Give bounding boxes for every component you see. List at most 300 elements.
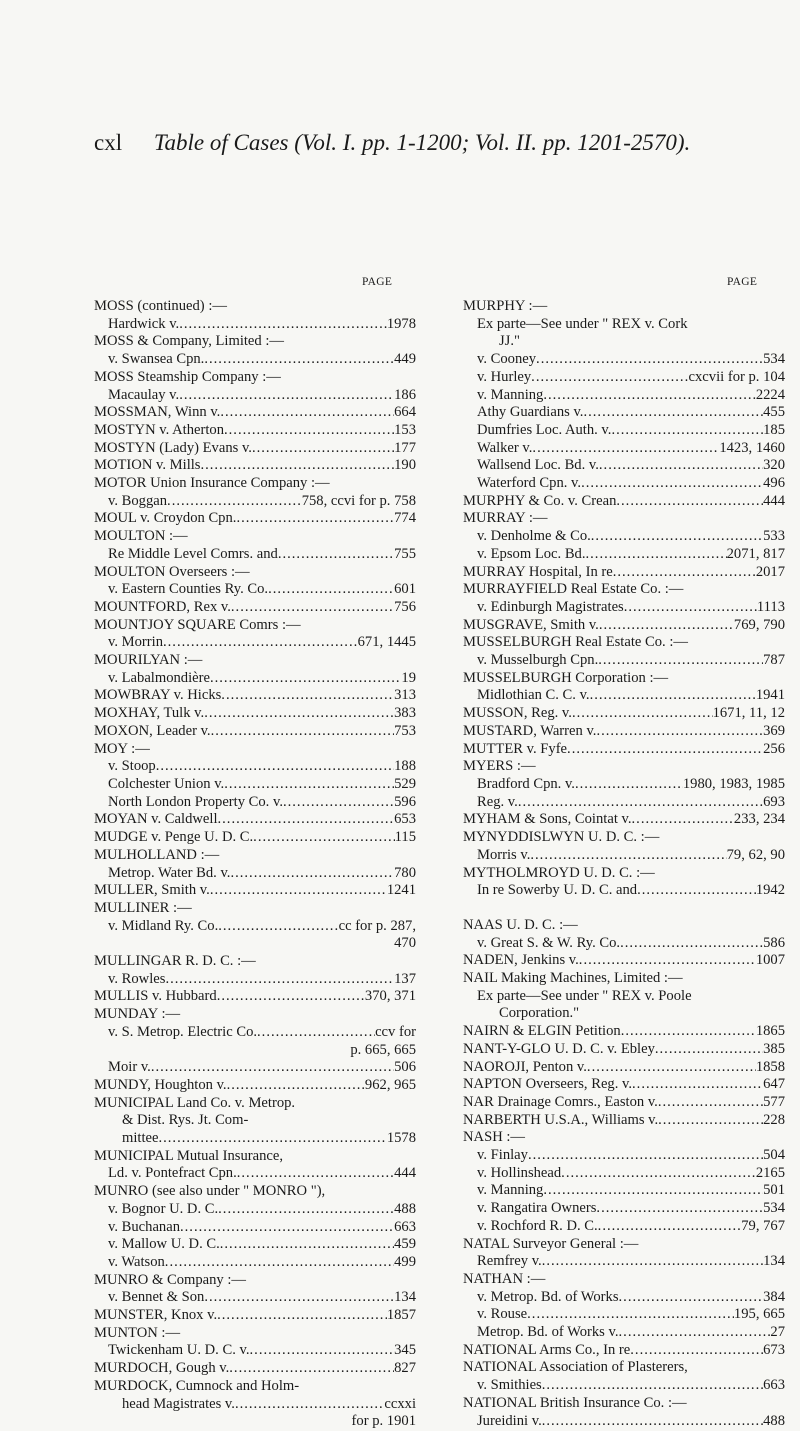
dot-leader [587,1059,756,1077]
page-reference: 134 [763,1253,785,1270]
page-reference: 384 [763,1288,785,1305]
dot-leader [619,1324,771,1342]
page-reference: 653 [394,811,416,828]
index-entry [463,1324,785,1342]
dot-leader [572,705,713,723]
case-name: MOTION v. Mills [94,457,201,474]
page-header [94,130,794,156]
case-name: v. Boggan [108,492,168,509]
page-reference: 1941 [755,687,785,704]
page-reference: 499 [394,1253,416,1270]
index-heading: MUNRO & Company :— [94,1271,247,1288]
index-entry [94,988,416,1006]
case-name: v. Great S. & W. Ry. Co. [477,934,621,951]
index-heading: MYERS :— [463,758,536,775]
index-entry [94,404,416,422]
index-entry [94,387,416,405]
page-reference: 1865 [755,1023,785,1040]
dot-leader [527,1306,734,1324]
index-heading: MOSS (continued) :— [94,298,227,314]
page-reference: 1241 [386,882,416,899]
dot-leader [217,1307,387,1325]
page-reference: 2017 [755,563,785,580]
case-name: Re Middle Level Comrs. and [108,545,278,562]
index-entry [463,952,785,970]
index-entry [463,457,785,475]
index-entry [94,971,416,989]
case-name: MOUNTFORD, Rex v. [94,598,231,615]
index-entry [463,1253,785,1271]
case-name: MUNDY, Houghton v. [94,1076,227,1093]
index-heading: JJ." [499,333,520,350]
dot-leader [224,422,394,440]
case-name: MOXON, Leader v. [94,722,211,739]
page-reference: 1671, 11, 12 [712,705,785,722]
page-reference: 1113 [756,598,785,615]
dot-leader [531,369,688,387]
case-name: MOSSMAN, Winn v. [94,404,221,421]
case-name: MOSTYN (Lady) Evans v. [94,439,252,456]
case-name: v. Rochford R. D. C. [477,1217,598,1234]
dot-leader [158,1130,386,1148]
case-name: head Magistrates v. [122,1395,235,1412]
page-reference: 577 [763,1093,785,1110]
page-reference: 177 [394,439,416,456]
index-entry [94,1219,416,1237]
page-reference: 787 [763,652,785,669]
index-entry [94,581,416,599]
page-column-label: PAGE [362,276,393,288]
case-name: v. Bennet & Son [108,1289,205,1306]
index-heading: Ex parte—See under " REX v. Cork [477,315,688,332]
case-name: v. S. Metrop. Electric Co. [108,1023,258,1040]
case-name: MUSGRAVE, Smith v. [463,616,599,633]
case-name: MOSTYN v. Atherton [94,421,224,438]
index-heading: MUSSELBURGH Corporation :— [463,669,669,686]
page-reference: 755 [394,545,416,562]
index-entry [463,723,785,741]
page-reference: 186 [394,386,416,403]
index-entry [463,882,785,900]
dot-leader [257,1024,375,1042]
page-reference: cc for p. 287, [338,917,416,934]
page-reference: 769, 790 [733,616,785,633]
case-name: v. Epsom Loc. Bd. [477,545,586,562]
dot-leader [581,475,763,493]
page-reference: 488 [394,1200,416,1217]
page-reference: 533 [763,528,785,545]
dot-leader [231,599,394,617]
index-heading: MURPHY :— [463,298,548,314]
index-entry [94,1059,416,1077]
case-name: NAPTON Overseers, Reg. v. [463,1076,633,1093]
page-reference: 190 [394,457,416,474]
dot-leader [518,794,763,812]
index-entry [463,1147,785,1165]
page-title: Table of Cases (Vol. I. pp. 1-1200; Vol. II. pp. 1201-2570). [153,130,691,155]
index-entry [463,1342,785,1360]
index-entry [94,1165,416,1183]
page-reference: 449 [394,351,416,368]
index-entry [94,1396,416,1414]
case-name: Remfrey v. [477,1253,542,1270]
case-name: v. Swansea Cpn. [108,351,205,368]
case-name: MOYAN v. Caldwell [94,811,218,828]
dot-leader [165,971,394,989]
case-name: v. Rouse [477,1306,528,1323]
index-heading: MUNRO (see also under " MONRO "), [94,1183,326,1200]
case-name: North London Property Co. v. [108,793,283,810]
dot-leader [278,546,394,564]
dot-leader [217,988,365,1006]
index-entry [463,741,785,759]
index-entry [94,829,416,847]
page-reference: 663 [763,1377,785,1394]
index-entry [94,510,416,528]
case-name: Dumfries Loc. Auth. v. [477,421,612,438]
case-name: v. Midland Ry. Co. [108,917,219,934]
index-entry [463,475,785,493]
case-name: In re Sowerby U. D. C. and [477,882,638,899]
page-reference: 488 [763,1412,785,1429]
index-heading: MOUNTJOY SQUARE Comrs :— [94,616,301,633]
index-entry [463,564,785,582]
dot-leader [204,705,394,723]
index-entry [463,493,785,511]
section-gap [463,900,785,917]
index-entry [94,1236,416,1254]
index-entry [463,1076,785,1094]
index-entry [94,1077,416,1095]
dot-leader [613,564,756,582]
index-entry [463,652,785,670]
index-heading: MOSS Steamship Company :— [94,368,281,385]
page-reference: 671, 1445 [357,634,416,651]
case-name: Morris v. [477,846,531,863]
case-name: v. Edinburgh Magistrates [477,598,624,615]
index-entry [94,634,416,652]
index-heading: NAIL Making Machines, Limited :— [463,970,683,987]
index-entry [94,1307,416,1325]
case-name: MOWBRAY v. Hicks [94,687,222,704]
case-name: v. Stoop [108,758,156,775]
page-reference: 780 [394,864,416,881]
case-name: Ld. v. Pontefract Cpn. [108,1165,237,1182]
page-reference: 1578 [386,1130,416,1147]
page-reference: 962, 965 [364,1076,416,1093]
index-entry [463,351,785,369]
case-name: MUDGE v. Penge U. D. C. [94,829,254,846]
index-column-right [463,298,785,1430]
index-entry [94,1024,416,1042]
page-reference: 2224 [755,386,785,403]
index-entry [463,1200,785,1218]
case-name: v. Cooney [477,351,537,368]
page-reference: 185 [763,421,785,438]
index-heading: NATAL Surveyor General :— [463,1235,639,1252]
dot-leader [283,794,394,812]
index-entry [463,404,785,422]
case-name: MURDOCH, Gough v. [94,1360,230,1377]
index-entry [463,1289,785,1307]
page-reference: 444 [763,492,785,509]
dot-leader [200,457,394,475]
dot-leader [591,528,763,546]
page-reference: 529 [394,775,416,792]
case-name: NAIRN & ELGIN Petition [463,1023,621,1040]
case-name: NATIONAL Arms Co., In re [463,1341,631,1358]
index-heading: MUNDAY :— [94,1006,181,1023]
dot-leader [268,581,394,599]
index-heading: MUNICIPAL Land Co. v. Metrop. [94,1094,296,1111]
page-reference: 693 [763,793,785,810]
page-reference-continued: p. 665, 665 [350,1041,416,1058]
dot-leader [204,351,394,369]
dot-leader [220,1236,394,1254]
index-entry [94,1289,416,1307]
index-entry [94,670,416,688]
index-entry [94,599,416,617]
index-heading: MOULTON :— [94,528,188,545]
index-entry [463,1094,785,1112]
page-reference: 601 [394,581,416,598]
dot-leader [530,847,726,865]
index-entry [463,935,785,953]
index-heading: MULHOLLAND :— [94,846,220,863]
index-entry [463,1112,785,1130]
case-name: Reg. v. [477,793,518,810]
case-name: MUTTER v. Fyfe [463,740,568,757]
dot-leader [180,1219,394,1237]
index-entry [463,387,785,405]
dot-leader [210,882,387,900]
page-reference: 534 [763,351,785,368]
dot-leader [599,457,763,475]
dot-leader [252,440,394,458]
dot-leader [590,687,756,705]
page-reference: 233, 234 [733,811,785,828]
index-heading: Corporation." [499,1005,580,1022]
dot-leader [561,1165,756,1183]
index-heading: MULLINER :— [94,899,192,916]
index-entry [463,1023,785,1041]
page-reference: 647 [763,1076,785,1093]
index-heading: NATIONAL British Insurance Co. :— [463,1394,687,1411]
dot-leader [163,634,358,652]
page-reference: 756 [394,598,416,615]
dot-leader [236,510,394,528]
index-entry [94,546,416,564]
index-entry [94,811,416,829]
page-reference: 753 [394,722,416,739]
case-name: v. Eastern Counties Ry. Co. [108,581,269,598]
index-entry [463,1059,785,1077]
page-reference: 228 [763,1111,785,1128]
dot-leader [536,351,763,369]
index-entry [463,1182,785,1200]
dot-leader [218,918,338,936]
case-name: Hardwick v. [108,315,180,332]
index-entry [463,776,785,794]
dot-leader [620,935,763,953]
index-entry [463,422,785,440]
case-name: MOXHAY, Tulk v. [94,705,205,722]
dot-leader [596,723,763,741]
dot-leader [543,1182,763,1200]
page-reference: 534 [763,1200,785,1217]
dot-leader [598,652,763,670]
case-name: v. Metrop. Bd. of Works [477,1288,619,1305]
case-name: Metrop. Water Bd. v. [108,864,231,881]
dot-leader [586,546,727,564]
page-number: cxl [94,130,123,155]
dot-leader [619,1289,764,1307]
index-entry [463,440,785,458]
index-heading: Ex parte—See under " REX v. Poole [477,987,692,1004]
page-reference: 256 [763,740,785,757]
case-name: Bradford Cpn. v. [477,775,575,792]
case-name: NARBERTH U.S.A., Williams v. [463,1111,659,1128]
page-reference: 496 [763,475,785,492]
dot-leader [579,952,756,970]
page-reference: 320 [763,457,785,474]
case-name: v. Bognor U. D. C. [108,1200,219,1217]
page-reference: 1857 [386,1307,416,1324]
page-reference: 1978 [386,315,416,332]
index-entry [94,882,416,900]
index-entry [463,687,785,705]
dot-leader [583,404,763,422]
dot-leader [598,1218,742,1236]
case-name: MYHAM & Sons, Cointat v. [463,811,632,828]
case-name: NAOROJI, Penton v. [463,1058,587,1075]
page-reference: 134 [394,1289,416,1306]
page-reference: 459 [394,1236,416,1253]
dot-leader [250,1342,395,1360]
case-name: MUSTARD, Warren v. [463,722,597,739]
case-name: Moir v. [108,1059,151,1076]
dot-leader [210,670,401,688]
case-name: v. Watson [108,1253,165,1270]
page-reference: 79, 62, 90 [726,846,785,863]
index-entry [94,440,416,458]
dot-leader [532,440,719,458]
index-heading: MULLINGAR R. D. C. :— [94,953,256,970]
case-name: Walker v. [477,439,533,456]
case-name: v. Denholme & Co. [477,528,591,545]
case-name: mittee [122,1130,159,1147]
case-name: v. Finlay [477,1147,528,1164]
case-name: v. Manning [477,1182,544,1199]
case-name: v. Smithies [477,1377,542,1394]
index-entry [463,528,785,546]
page-reference: 345 [394,1342,416,1359]
case-name: Colchester Union v. [108,775,225,792]
dot-leader [658,1094,763,1112]
page-reference: 1423, 1460 [719,439,785,456]
case-name: MUNSTER, Knox v. [94,1307,218,1324]
page-reference: 137 [394,970,416,987]
case-name: v. Rowles [108,970,166,987]
index-heading: MYNYDDISLWYN U. D. C. :— [463,829,660,846]
case-name: MURRAY Hospital, In re [463,563,613,580]
index-column-left [94,298,416,1431]
page-reference: 774 [394,510,416,527]
case-name: Jureidini v. [477,1412,542,1429]
dot-leader [224,776,394,794]
page-reference-continued: 470 [394,935,416,952]
page-reference: 79, 767 [741,1217,785,1234]
index-entry [463,1413,785,1431]
page-reference: ccv for [375,1023,416,1040]
index-heading: MUNICIPAL Mutual Insurance, [94,1147,284,1164]
dot-leader [575,776,683,794]
dot-leader [658,1112,763,1130]
dot-leader [237,1165,394,1183]
page-reference: 455 [763,404,785,421]
case-name: v. Manning [477,386,544,403]
page-reference: 2165 [755,1164,785,1181]
page-reference: 370, 371 [364,988,416,1005]
page-reference: 385 [763,1040,785,1057]
index-entry [463,847,785,865]
index-heading: MUNTON :— [94,1324,181,1341]
index-entry [94,794,416,812]
case-name: v. Musselburgh Cpn. [477,652,599,669]
dot-leader [167,493,302,511]
index-entry [94,776,416,794]
dot-leader [542,1377,763,1395]
page-reference: 369 [763,722,785,739]
index-heading: MOSS & Company, Limited :— [94,333,284,350]
page-reference: 153 [394,421,416,438]
case-name: MURPHY & Co. v. Crean [463,492,617,509]
dot-leader [567,741,763,759]
dot-leader [616,493,763,511]
case-name: v. Labalmondière [108,669,210,686]
dot-leader [227,1077,365,1095]
page-reference: 501 [763,1182,785,1199]
dot-leader [543,387,755,405]
case-name: Twickenham U. D. C. v. [108,1342,250,1359]
page-reference: 758, ccvi for p. 758 [301,492,416,509]
index-entry [94,865,416,883]
dot-leader [220,404,394,422]
index-entry [94,422,416,440]
index-entry [94,918,416,936]
page-reference: 827 [394,1360,416,1377]
index-heading: MYTHOLMROYD U. D. C. :— [463,864,655,881]
index-heading: & Dist. Rys. Jt. Com- [122,1112,249,1129]
index-heading: MOY :— [94,740,150,757]
page-reference: 1007 [755,952,785,969]
index-entry [94,351,416,369]
dot-leader [179,387,394,405]
index-entry [463,599,785,617]
index-entry [94,1130,416,1148]
case-name: v. Buchanan [108,1218,180,1235]
index-heading: MOULTON Overseers :— [94,563,250,580]
page-reference: 596 [394,793,416,810]
dot-leader [611,422,763,440]
index-entry [463,369,785,387]
dot-leader [165,1254,394,1272]
case-name: Macaulay v. [108,386,180,403]
page-reference: 2071, 817 [726,545,785,562]
index-entry [94,1201,416,1219]
case-name: NANT-Y-GLO U. D. C. v. Ebley [463,1040,655,1057]
case-name: MULLIS v. Hubbard [94,988,217,1005]
